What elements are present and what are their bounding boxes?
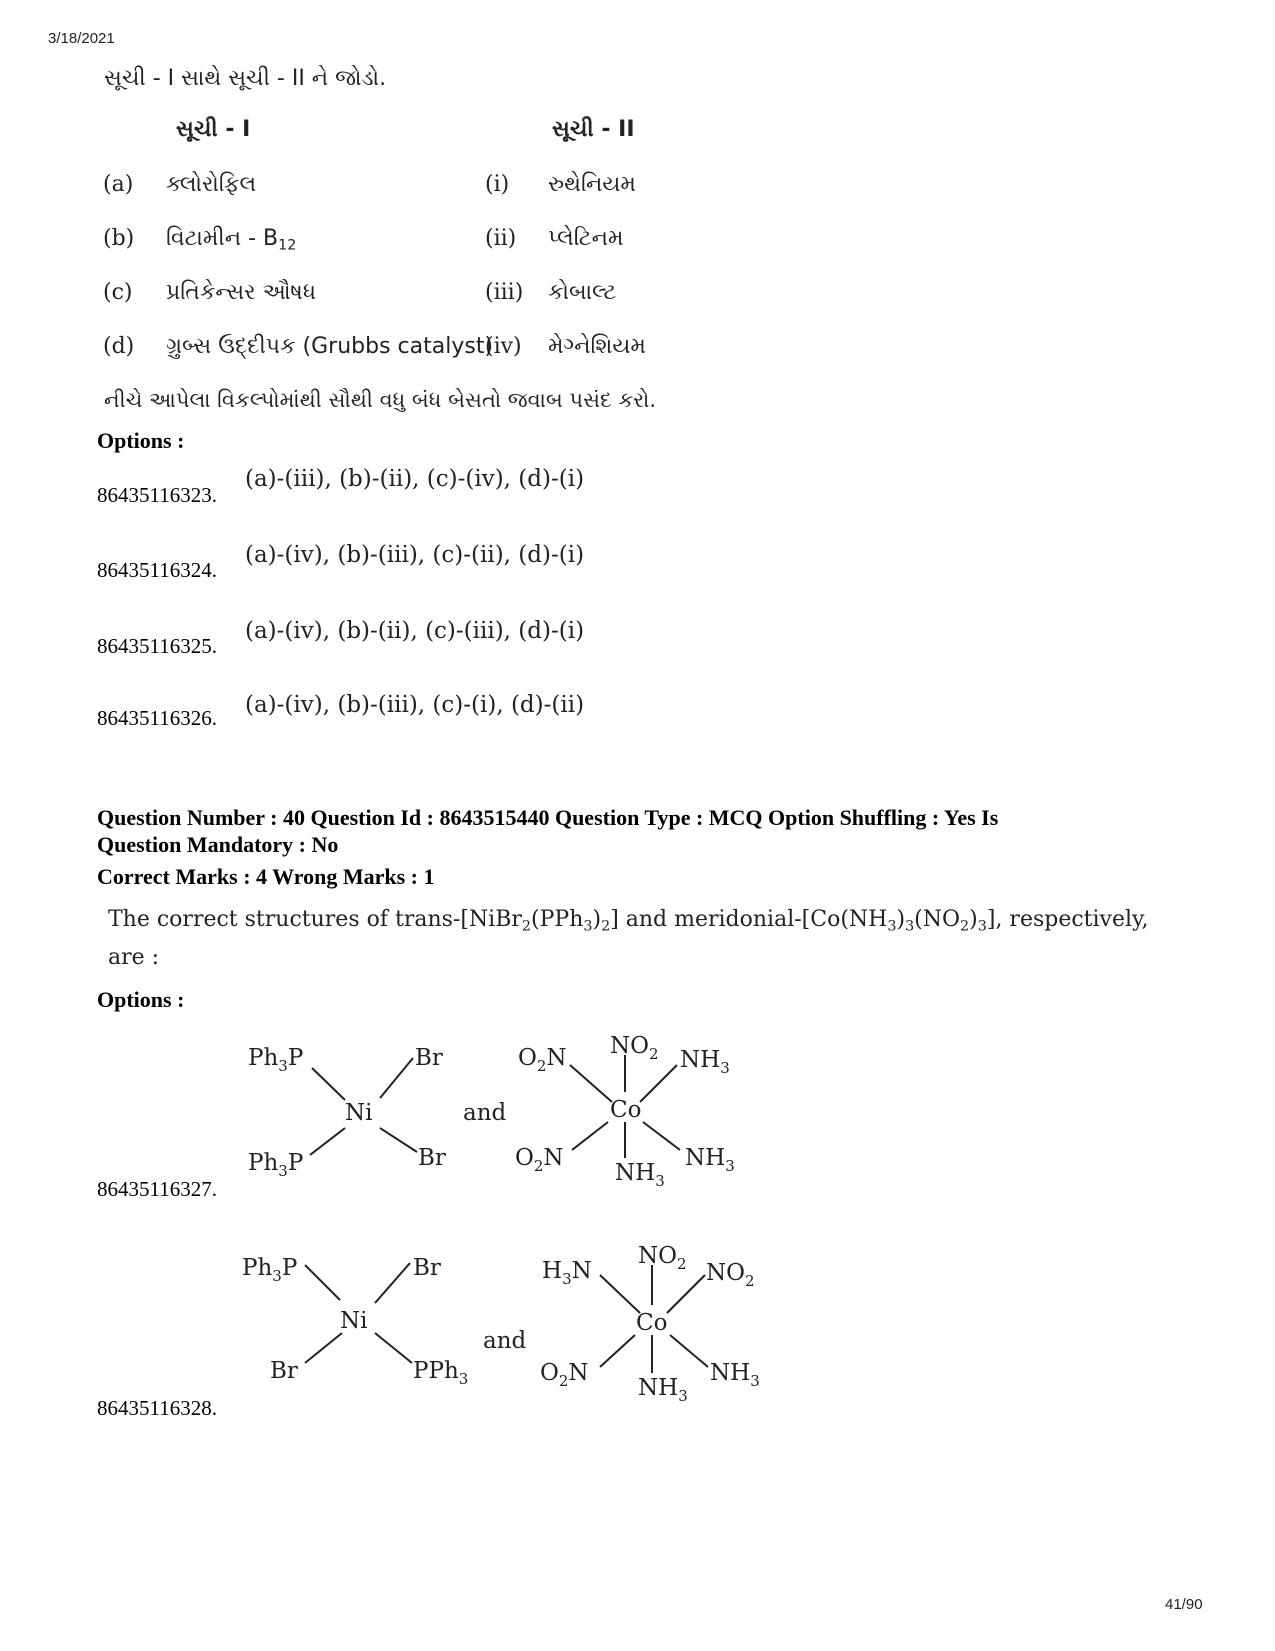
ligand-pph3: PPh$_3$: [413, 1358, 469, 1388]
option-text: (a)-(iii), (b)-(ii), (c)-(iv), (d)-(i): [245, 466, 585, 492]
and-word: and: [483, 1328, 527, 1354]
list2-header: સૂચી - II: [552, 117, 635, 142]
metal-co: Co: [610, 1097, 642, 1123]
list2-item: મેગ્નેશિયમ: [548, 334, 646, 359]
ligand-ph3p: $Ph_3P$: [242, 1255, 298, 1285]
option-id: 86435116323.: [97, 483, 217, 507]
ligand-nh3: $NH_3$: [680, 1047, 730, 1077]
question-meta: Question Number : 40 Question Id : 8643515440 Question Type : MCQ Option Shuffling : Yes Is: [97, 805, 999, 830]
ligand-ph3p: $Ph_3P$: [248, 1150, 304, 1180]
list2-item: પ્લેટિનમ: [548, 226, 624, 251]
option-text: (a)-(iv), (b)-(iii), (c)-(ii), (d)-(i): [245, 542, 585, 568]
list2-item: રુથેનિયમ: [548, 172, 636, 197]
and-word: and: [463, 1100, 507, 1126]
list1-label: (b): [103, 226, 135, 251]
page-number: 41/90: [1165, 1596, 1203, 1613]
list2-label: (ii): [485, 226, 517, 251]
ligand-nh3: $NH_3$: [710, 1360, 760, 1390]
ligand-br: Br: [413, 1255, 441, 1281]
question-text-cont: are :: [108, 945, 160, 970]
choose-instruction: નીચે આપેલા વિકલ્પોમાંથી સૌથી વધુ બંધ બેસતો જવાબ પસંદ કરો.: [104, 388, 657, 412]
ligand-ph3p: $Ph_3P$: [248, 1045, 304, 1075]
ligand-no2: $NO_2$: [610, 1033, 659, 1063]
option-id: 86435116325.: [97, 634, 217, 658]
list1-item: ક્લોરોફિલ: [166, 172, 257, 197]
ligand-o2n: $O_2N$: [518, 1045, 567, 1075]
ligand-h3n: $H_3N$: [542, 1258, 592, 1288]
ligand-nh3: $NH_3$: [615, 1160, 665, 1190]
ligand-no2: $NO_2$: [706, 1260, 755, 1290]
list1-label: (a): [103, 172, 134, 197]
structure-diagram: [230, 1020, 770, 1195]
print-date: 3/18/2021: [48, 30, 115, 47]
options-heading: Options :: [97, 987, 185, 1012]
metal-ni: Ni: [340, 1308, 368, 1334]
ligand-nh3: $NH_3$: [638, 1375, 688, 1405]
option-id: 86435116327.: [97, 1177, 217, 1201]
ligand-nh3: $NH_3$: [685, 1145, 735, 1175]
list2-label: (iv): [485, 334, 522, 359]
list1-item: ગ્રુબ્સ ઉદ્દીપક (Grubbs catalyst): [166, 334, 494, 359]
ligand-o2n: $O_2N$: [515, 1145, 564, 1175]
option-id: 86435116324.: [97, 558, 217, 582]
list1-label: (d): [103, 334, 135, 359]
question-text: The correct structures of trans-$[NiBr_2(PPh_3)_2]$ and meridonial-$[Co(NH_3)_3(NO_2)_3]$, respectively,: [108, 907, 1149, 935]
ligand-o2n: $O_2N$: [540, 1360, 589, 1390]
metal-co: Co: [636, 1310, 668, 1336]
list1-header: સૂચી - I: [176, 117, 251, 142]
list1-item: પ્રતિકેન્સર ઔષધ: [166, 280, 317, 305]
option-id: 86435116326.: [97, 706, 217, 730]
option-text: (a)-(iv), (b)-(ii), (c)-(iii), (d)-(i): [245, 618, 585, 644]
list1-label: (c): [103, 280, 133, 305]
question-mandatory: Question Mandatory : No: [97, 832, 339, 857]
match-instruction: સૂચી - I સાથે સૂચી - II ને જોડો.: [104, 66, 387, 91]
option-text: (a)-(iv), (b)-(iii), (c)-(i), (d)-(ii): [245, 692, 585, 718]
list1-item: વિટામીન - $B_{12}$: [166, 226, 297, 254]
options-heading: Options :: [97, 428, 185, 453]
list2-label: (i): [485, 172, 510, 197]
question-marks: Correct Marks : 4 Wrong Marks : 1: [97, 864, 435, 889]
structure-diagram: [230, 1235, 790, 1410]
ligand-br: Br: [415, 1045, 443, 1071]
ligand-br: Br: [270, 1358, 298, 1384]
list2-item: કોબાલ્ટ: [548, 280, 617, 305]
ligand-br: Br: [418, 1145, 446, 1171]
option-id: 86435116328.: [97, 1396, 217, 1420]
ligand-no2: $NO_2$: [638, 1243, 687, 1273]
list2-label: (iii): [485, 280, 524, 305]
metal-ni: Ni: [345, 1100, 373, 1126]
